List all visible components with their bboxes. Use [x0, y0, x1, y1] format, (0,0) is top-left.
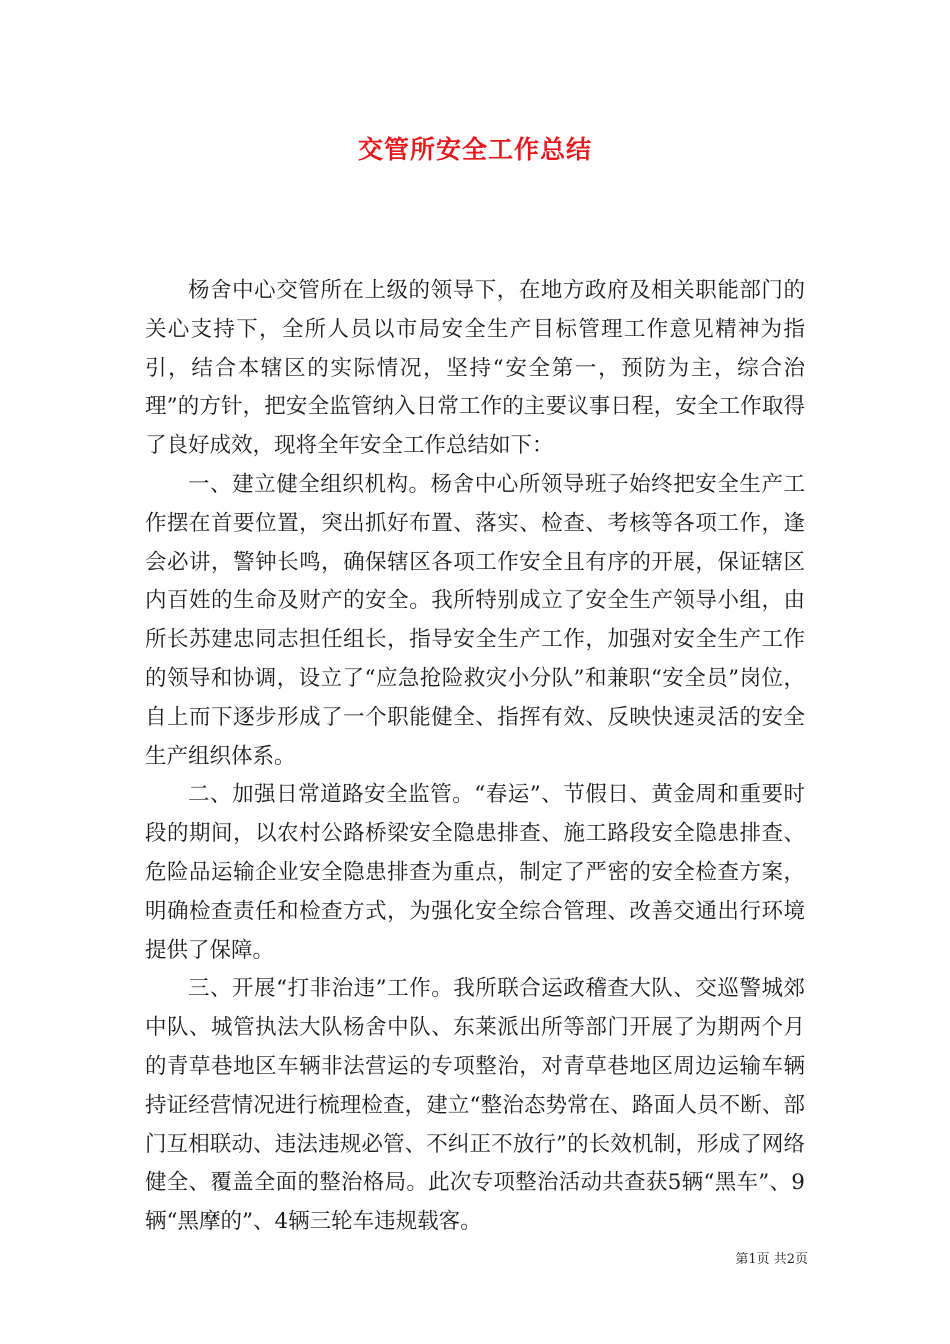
document-body: [145, 272, 805, 1242]
paragraph-intro: 杨舍中心交管所在上级的领导下，在地方政府及相关职能部门的关心支持下，全所人员以市局安全生产目标管理工作意见精神为指引，结合本辖区的实际情况，坚持“安全第一，预防为主，综合治理”的方针，把安全监管纳入日常工作的主要议事日程，安全工作取得了良好成效，现将全年安全工作总结如下：: [145, 278, 805, 459]
paragraph-section-2: 二、加强日常道路安全监管。“春运”、节假日、黄金周和重要时段的期间，以农村公路桥梁安全隐患排查、施工路段安全隐患排查、危险品运输企业安全隐患排查为重点，制定了严密的安全检查方案，明确检查责任和检查方式，为强化安全综合管理、改善交通出行环境提供了保障。: [145, 782, 805, 963]
paragraph-section-3: 三、开展“打非治违”工作。我所联合运政稽查大队、交巡警城郊中队、城管执法大队杨舍中队、东莱派出所等部门开展了为期两个月的青草巷地区车辆非法营运的专项整治，对青草巷地区周边运输车辆持证经营情况进行梳理检查，建立“整治态势常在、路面人员不断、部门互相联动、违法违规必管、不纠正不放行”的长效机制，形成了网络健全、覆盖全面的整治格局。此次专项整治活动共查获5辆“黑车”、9辆“黑摩的”、4辆三轮车违规载客。: [145, 976, 805, 1235]
paragraph-section-1: 一、建立健全组织机构。杨舍中心所领导班子始终把安全生产工作摆在首要位置，突出抓好布置、落实、检查、考核等各项工作，逢会必讲，警钟长鸣，确保辖区各项工作安全且有序的开展，保证辖区内百姓的生命及财产的安全。我所特别成立了安全生产领导小组，由所长苏建忠同志担任组长，指导安全生产工作，加强对安全生产工作的领导和协调，设立了“应急抢险救灾小分队”和兼职“安全员”岗位，自上而下逐步形成了一个职能健全、指挥有效、反映快速灵活的安全生产组织体系。: [145, 471, 805, 769]
page-title: 交管所安全工作总结: [357, 135, 592, 164]
page-number: 第1页 共2页: [735, 1252, 808, 1267]
